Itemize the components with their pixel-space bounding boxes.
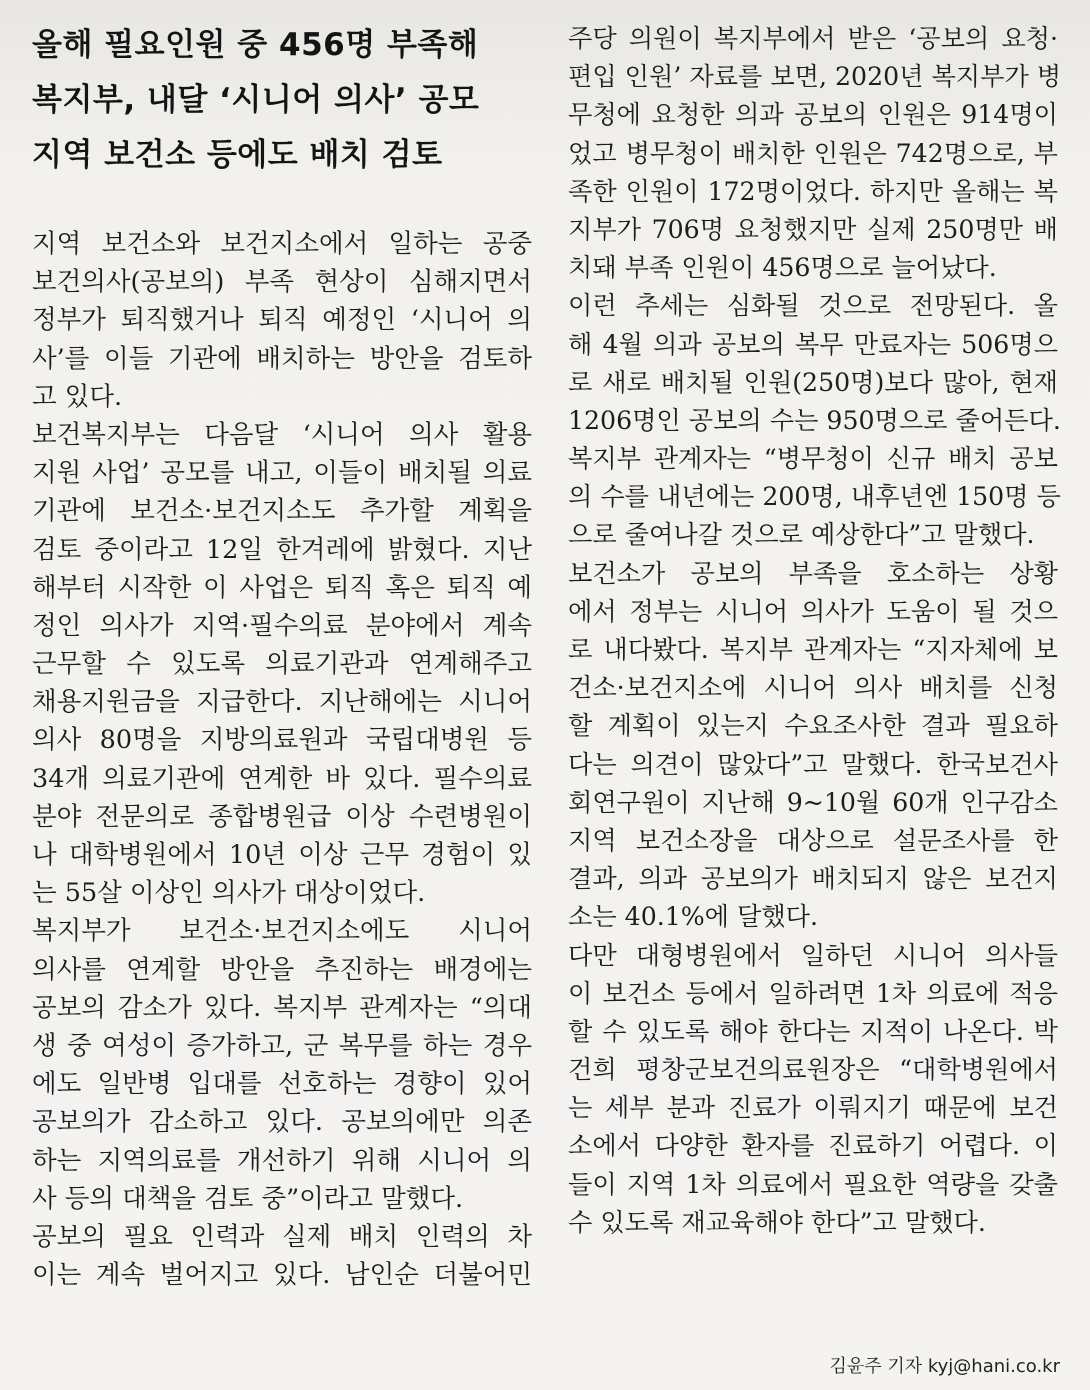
reporter-byline: 김윤주 기자 kyj@hani.co.kr bbox=[829, 1356, 1060, 1377]
article-line: 해 4월 의과 공보의 복무 만료자는 506명으 bbox=[568, 329, 1058, 359]
article-line: 다는 의견이 많았다”고 말했다. 한국보건사 bbox=[568, 749, 1058, 779]
article-line: 검토 중이라고 12일 한겨레에 밝혔다. 지난 bbox=[32, 534, 532, 565]
article-line: 해부터 시작한 이 사업은 퇴직 혹은 퇴직 예 bbox=[32, 572, 532, 603]
article-line: 는 세부 분과 진료가 이뤄지기 때문에 보건 bbox=[568, 1093, 1058, 1123]
article-line: 소에서 다양한 환자를 진료하기 어렵다. 이 bbox=[568, 1131, 1058, 1161]
left-article-body bbox=[32, 225, 532, 1294]
right-column bbox=[568, 0, 1062, 1242]
article-line: 족한 인원이 172명이었다. 하지만 올해는 복 bbox=[568, 176, 1058, 206]
article-line: 들이 지역 1차 의료에서 필요한 역량을 갖출 bbox=[568, 1169, 1058, 1199]
article-line: 지역 보건소와 보건지소에서 일하는 공중 bbox=[32, 229, 532, 259]
article-line: 수 있도록 재교육해야 한다”고 말했다. bbox=[568, 1207, 986, 1237]
article-line: 1206명인 공보의 수는 950명으로 줄어든다. bbox=[568, 405, 1061, 435]
article-line: 고 있다. bbox=[32, 381, 123, 412]
article-line: 정부가 퇴직했거나 퇴직 예정인 ‘시니어 의 bbox=[32, 305, 532, 336]
headline-line-2: 복지부, 내달 ‘시니어 의사’ 공모 bbox=[32, 82, 480, 118]
article-line: 주당 의원이 복지부에서 받은 ‘공보의 요청· bbox=[568, 24, 1058, 53]
article-line: 공보의 감소가 있다. 복지부 관계자는 “의대 bbox=[32, 992, 532, 1023]
left-column bbox=[32, 0, 532, 1294]
article-line: 하는 지역의료를 개선하기 위해 시니어 의 bbox=[32, 1145, 532, 1176]
article-line: 회연구원이 지난해 9~10월 60개 인구감소 bbox=[568, 787, 1058, 817]
article-line: 보건복지부는 다음달 ‘시니어 의사 활용 bbox=[32, 419, 532, 450]
article-line: 의사 80명을 지방의료원과 국립대병원 등 bbox=[32, 725, 532, 756]
right-article-body bbox=[568, 20, 1062, 1242]
article-line: 에서 정부는 시니어 의사가 도움이 될 것으 bbox=[568, 596, 1058, 626]
article-line: 결과, 의과 공보의가 배치되지 않은 보건지 bbox=[568, 864, 1058, 894]
article-line: 정인 의사가 지역·필수의료 분야에서 계속 bbox=[32, 610, 532, 641]
article-line: 에도 일반병 입대를 선호하는 경향이 있어 bbox=[32, 1069, 532, 1100]
article-line: 근무할 수 있도록 의료기관과 연계해주고 bbox=[32, 649, 532, 680]
article-line: 복지부가 보건소·보건지소에도 시니어 bbox=[32, 916, 532, 947]
article-line: 복지부 관계자는 “병무청이 신규 배치 공보 bbox=[568, 444, 1058, 474]
article-line: 이 보건소 등에서 일하려면 1차 의료에 적응 bbox=[568, 978, 1058, 1008]
article-line: 는 55살 이상인 의사가 대상이었다. bbox=[32, 878, 426, 909]
article-line: 할 계획이 있는지 수요조사한 결과 필요하 bbox=[568, 711, 1058, 741]
article-line: 다만 대형병원에서 일하던 시니어 의사들 bbox=[568, 940, 1058, 970]
article-line: 나 대학병원에서 10년 이상 근무 경험이 있 bbox=[32, 840, 532, 870]
article-line: 보건소가 공보의 부족을 호소하는 상황 bbox=[568, 558, 1058, 588]
article-line: 지역 보건소장을 대상으로 설문조사를 한 bbox=[568, 825, 1058, 855]
article-line: 사’를 이들 기관에 배치하는 방안을 검토하 bbox=[32, 343, 532, 374]
article-line: 기관에 보건소·보건지소도 추가할 계획을 bbox=[32, 496, 532, 527]
article-line: 건소·보건지소에 시니어 의사 배치를 신청 bbox=[568, 673, 1058, 703]
article-line: 로 새로 배치될 인원(250명)보다 많아, 현재 bbox=[568, 367, 1058, 397]
article-line: 소는 40.1%에 달했다. bbox=[568, 902, 819, 932]
article-line: 분야 전문의로 종합병원급 이상 수련병원이 bbox=[32, 801, 532, 832]
article-line: 생 중 여성이 증가하고, 군 복무를 하는 경우 bbox=[32, 1030, 532, 1061]
headline bbox=[32, 18, 532, 183]
article-line: 이는 계속 벌어지고 있다. 남인순 더불어민 bbox=[32, 1260, 532, 1291]
article-line: 의 수를 내년에는 200명, 내후년엔 150명 등 bbox=[568, 482, 1061, 512]
article-line: 공보의가 감소하고 있다. 공보의에만 의존 bbox=[32, 1107, 532, 1138]
article-line: 보건의사(공보의) 부족 현상이 심해지면서 bbox=[32, 267, 532, 298]
headline-line-3: 지역 보건소 등에도 배치 검토 bbox=[32, 137, 443, 173]
article-line: 34개 의료기관에 연계한 바 있다. 필수의료 bbox=[32, 763, 532, 794]
article-line: 로 내다봤다. 복지부 관계자는 “지자체에 보 bbox=[568, 635, 1058, 664]
article-line: 편입 인원’ 자료를 보면, 2020년 복지부가 병 bbox=[568, 62, 1062, 92]
article-line: 할 수 있도록 해야 한다는 지적이 나온다. 박 bbox=[568, 1016, 1058, 1046]
article-line: 이런 추세는 심화될 것으로 전망된다. 올 bbox=[568, 291, 1058, 321]
article-line: 으로 줄여나갈 것으로 예상한다”고 말했다. bbox=[568, 520, 1035, 550]
article-line: 지원 사업’ 공모를 내고, 이들이 배치될 의료 bbox=[32, 458, 532, 489]
article-line: 었고 병무청이 배치한 인원은 742명으로, 부 bbox=[568, 138, 1058, 168]
article-line: 지부가 706명 요청했지만 실제 250명만 배 bbox=[568, 214, 1058, 244]
article-line: 공보의 필요 인력과 실제 배치 인력의 차 bbox=[32, 1221, 532, 1252]
article-line: 사 등의 대책을 검토 중”이라고 말했다. bbox=[32, 1183, 464, 1214]
headline-line-1: 올해 필요인원 중 456명 부족해 bbox=[32, 27, 479, 63]
article-line: 치돼 부족 인원이 456명으로 늘어났다. bbox=[568, 253, 997, 283]
article-line: 건희 평창군보건의료원장은 “대학병원에서 bbox=[568, 1055, 1058, 1085]
article-line: 의사를 연계할 방안을 추진하는 배경에는 bbox=[32, 954, 532, 985]
article-line: 무청에 요청한 의과 공보의 인원은 914명이 bbox=[568, 100, 1058, 130]
article-line: 채용지원금을 지급한다. 지난해에는 시니어 bbox=[32, 687, 532, 718]
